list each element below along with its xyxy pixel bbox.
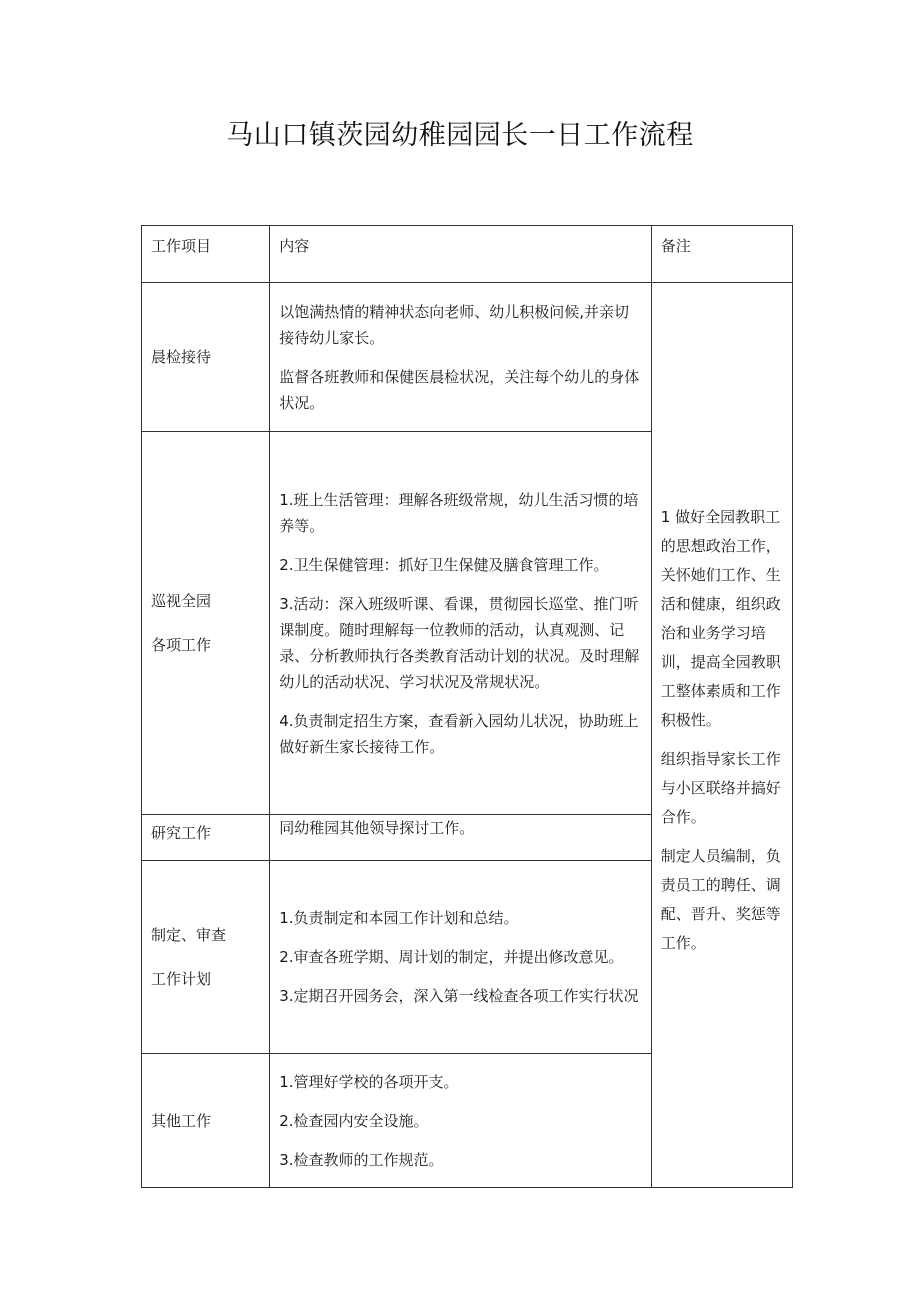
content-paragraph: 1.负责制定和本园工作计划和总结。 [279, 909, 519, 927]
row-content-cell [270, 432, 652, 815]
content-paragraph: 3.活动：深入班级听课、看课，贯彻园长巡堂、推门听课制度。随时理解每一位教师的活动，认真观测、记录、分析教师执行各类教育活动计划的状况。及时理解幼儿的活动状况、学习状况及常规状况。 [279, 594, 640, 691]
page-title: 马山口镇茨园幼稚园园长一日工作流程 [226, 120, 694, 151]
workflow-table [141, 225, 793, 1188]
notes-cell [651, 283, 792, 1188]
content-paragraph: 4.负责制定招生方案，查看新入园幼儿状况，协助班上做好新生家长接待工作。 [279, 711, 639, 756]
content-paragraph: 监督各班教师和保健医晨检状况，关注每个幼儿的身体状况。 [279, 367, 640, 412]
row-item-cell [142, 861, 270, 1054]
content-paragraph: 以饱满热情的精神状态向老师、幼儿积极问候,并亲切接待幼儿家长。 [279, 302, 629, 347]
row-item-label: 各项工作 [151, 636, 212, 654]
row-item-label: 工作计划 [151, 970, 212, 988]
row-content-cell [270, 1054, 652, 1188]
row-content-cell [270, 283, 652, 432]
row-item-label: 研究工作 [151, 824, 212, 842]
content-paragraph: 2.检查园内安全设施。 [279, 1111, 429, 1130]
content-paragraph: 2.卫生保健管理：抓好卫生保健及膳食管理工作。 [279, 555, 609, 574]
content-paragraph: 3.定期召开园务会，深入第一线检查各项工作实行状况 [279, 987, 639, 1005]
row-item-cell [142, 1054, 270, 1188]
row-content-cell [270, 861, 652, 1054]
content-paragraph: 1.班上生活管理：理解各班级常规，幼儿生活习惯的培养等。 [279, 490, 639, 535]
row-item-cell [142, 432, 270, 815]
row-item-label: 制定、审查 [151, 926, 227, 944]
row-item-cell [142, 283, 270, 432]
header-item: 工作项目 [142, 226, 270, 283]
row-item-cell [142, 815, 270, 861]
content-paragraph: 2.审查各班学期、周计划的制定，并提出修改意见。 [279, 948, 624, 966]
note-paragraph: 1 做好全园教职工的思想政治工作，关怀她们工作、生活和健康，组织政治和业务学习培训，提高全园教职工整体素质和工作积极性。 [660, 507, 781, 729]
content-paragraph: 3.检查教师的工作规范。 [279, 1150, 444, 1169]
row-item-label: 巡视全园 [151, 592, 212, 610]
content-paragraph: 1.管理好学校的各项开支。 [279, 1072, 459, 1091]
note-paragraph: 组织指导家长工作与小区联络并搞好合作。 [660, 749, 781, 826]
note-paragraph: 制定人员编制，负责员工的聘任、调配、晋升、奖惩等工作。 [660, 846, 781, 952]
header-note: 备注 [651, 226, 792, 283]
row-item-label: 晨检接待 [151, 348, 212, 366]
content-paragraph: 同幼稚园其他领导探讨工作。 [279, 819, 475, 837]
table-row [142, 283, 793, 432]
row-content-cell [270, 815, 652, 861]
table-header-row [142, 226, 793, 283]
header-content: 内容 [270, 226, 652, 283]
row-item-label: 其他工作 [151, 1111, 212, 1130]
